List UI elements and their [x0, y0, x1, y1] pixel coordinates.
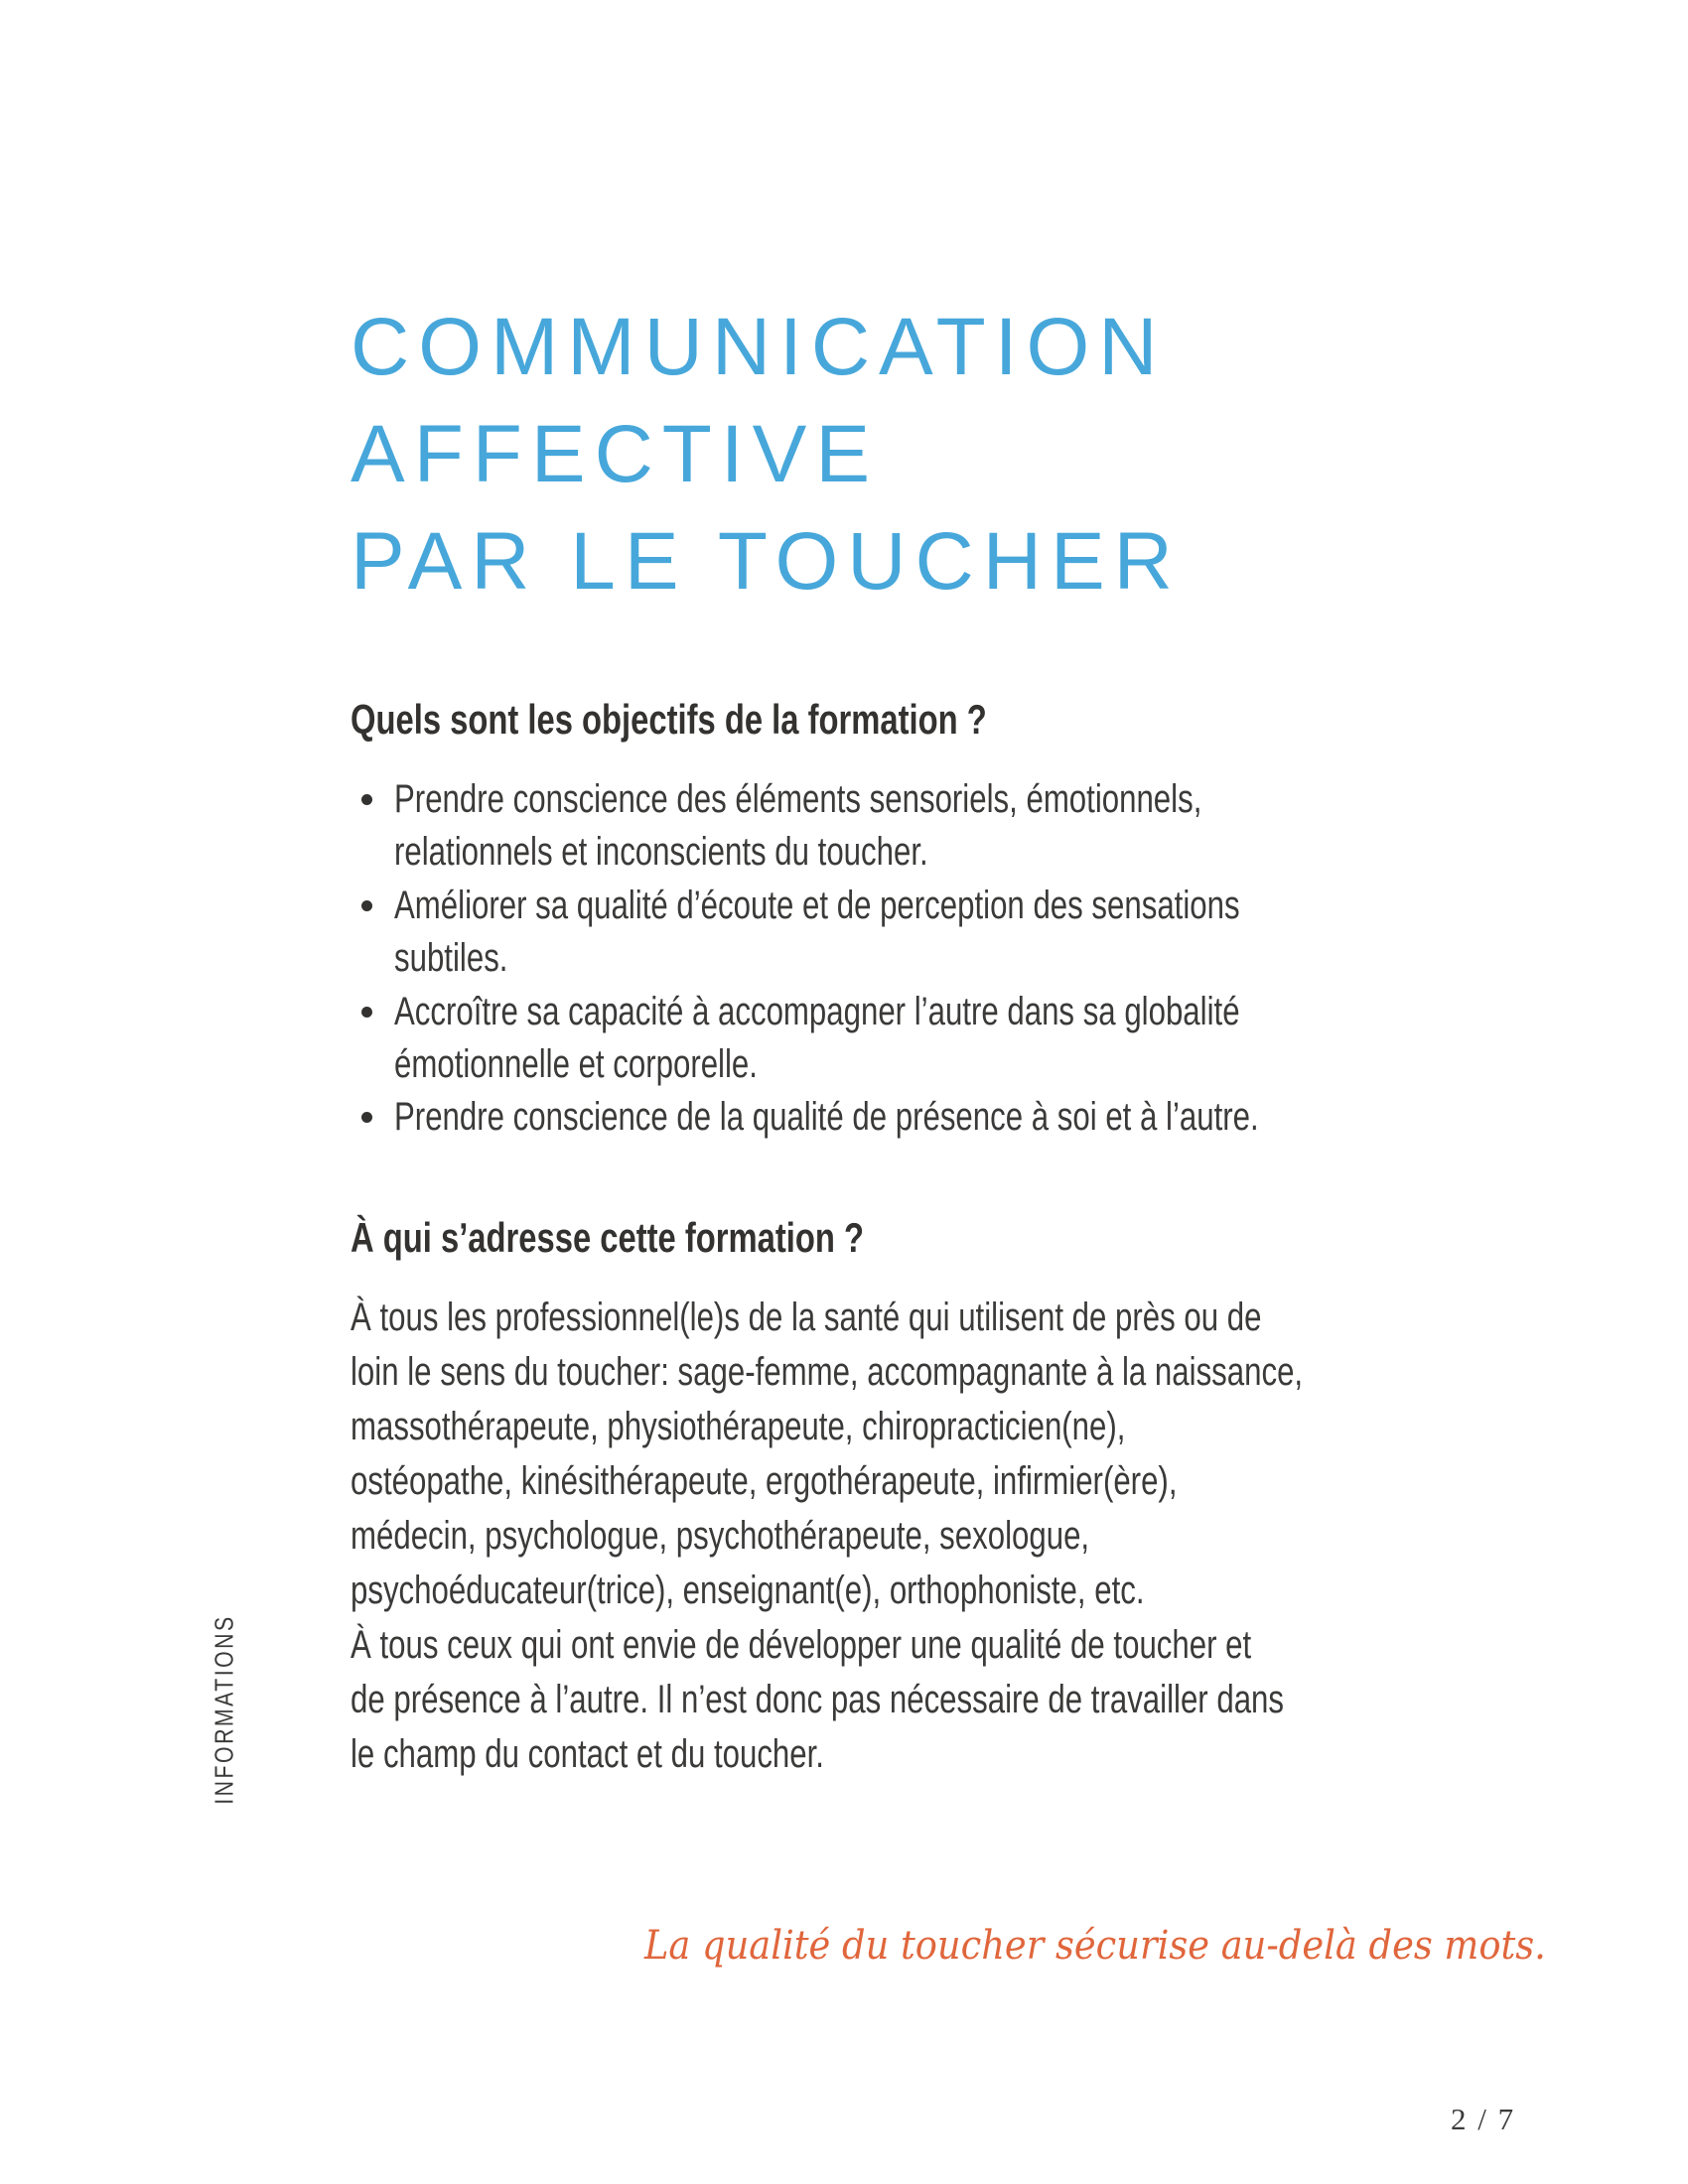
title-line-2: AFFECTIVE: [351, 409, 880, 499]
list-item-line: subtiles.: [394, 936, 508, 981]
paragraph-line: loin le sens du toucher: sage-femme, accompagnante à la naissance,: [351, 1350, 1304, 1394]
sidebar-section-label: INFORMATIONS: [209, 1614, 239, 1805]
list-item: [394, 1091, 1502, 1144]
bullet-dot: [361, 1112, 372, 1123]
list-item-line: Améliorer sa qualité d’écoute et de perception des sensations: [394, 883, 1240, 927]
paragraph-line: de présence à l’autre. Il n’est donc pas nécessaire de travailler dans: [351, 1678, 1285, 1721]
bullet-dot: [361, 794, 372, 805]
paragraph-line: À tous ceux qui ont envie de développer une qualité de toucher et: [351, 1623, 1252, 1667]
audience-paragraph: [351, 1291, 1572, 1782]
list-item: [394, 773, 1502, 880]
paragraph-line: massothérapeute, physiothérapeute, chiropracticien(ne),: [351, 1405, 1126, 1448]
list-item: [394, 986, 1502, 1092]
section-heading-audience: [351, 1215, 1009, 1261]
list-item-line: relationnels et inconscients du toucher.: [394, 830, 928, 875]
paragraph-line: psychoéducateur(trice), enseignant(e), orthophoniste, etc.: [351, 1569, 1145, 1612]
title-line-1: COMMUNICATION: [351, 302, 1167, 392]
handwritten-quote: La qualité du toucher sécurise au-delà des mots.: [644, 1923, 1546, 1969]
section-heading-audience-text: À qui s’adresse cette formation ?: [351, 1214, 865, 1261]
bullet-dot: [361, 1007, 372, 1018]
paragraph-line: médecin, psychologue, psychothérapeute, sexologue,: [351, 1514, 1090, 1558]
section-heading-objectives: [351, 697, 1166, 743]
page-number: 2 / 7: [1451, 2102, 1516, 2136]
section-heading-objectives-text: Quels sont les objectifs de la formation ?: [351, 696, 987, 743]
list-item-line: Accroître sa capacité à accompagner l’autre dans sa globalité: [394, 989, 1240, 1033]
list-item-line: Prendre conscience de la qualité de présence à soi et à l’autre.: [394, 1095, 1259, 1140]
list-item-line: Prendre conscience des éléments sensoriels, émotionnels,: [394, 777, 1202, 821]
objectives-list: [394, 773, 1502, 1145]
list-item: [394, 880, 1502, 986]
title-line-3: PAR LE TOUCHER: [351, 516, 1182, 607]
paragraph-line: le champ du contact et du toucher.: [351, 1732, 824, 1776]
page-title: [351, 294, 1182, 615]
bullet-dot: [361, 900, 372, 911]
list-item-line: émotionnelle et corporelle.: [394, 1042, 758, 1087]
paragraph-line: ostéopathe, kinésithérapeute, ergothérapeute, infirmier(ère),: [351, 1459, 1178, 1503]
paragraph-line: À tous les professionnel(le)s de la santé qui utilisent de près ou de: [351, 1296, 1262, 1339]
